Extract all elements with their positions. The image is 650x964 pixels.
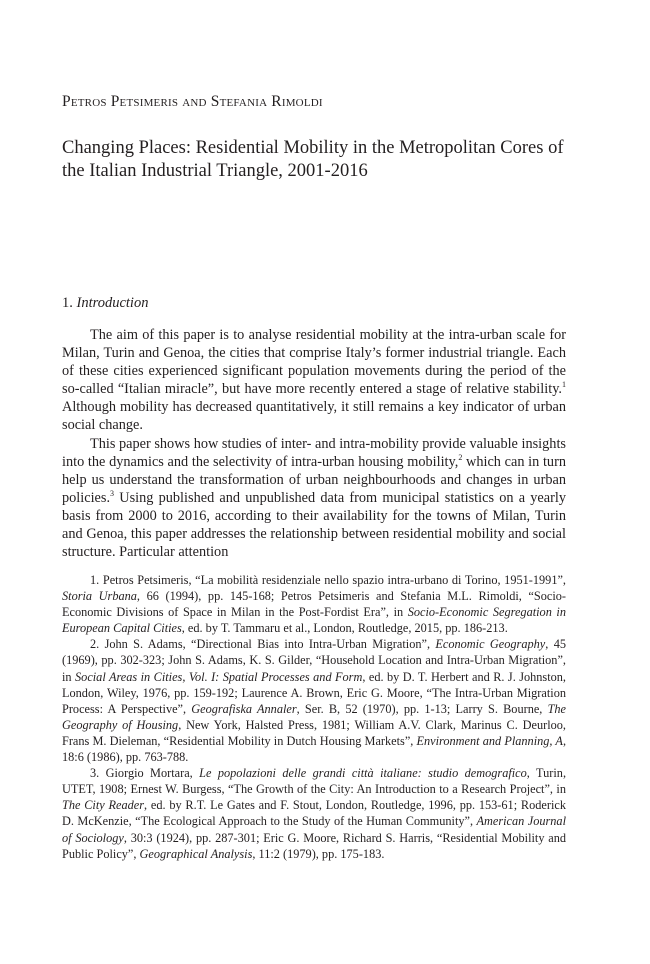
footnote-text: , ed. by R.T. Le Gates and F. Stout, London, Routledge, 1996, pp. 153-61; Roderick D. McKenzie, “The Ecological Approach to the Study of the Human Community”,	[62, 798, 566, 829]
footnote-ref-2[interactable]: 2	[458, 452, 463, 462]
footnote-text: , ed. by T. Tammaru et al., London, Routledge, 2015, pp. 186-213.	[181, 621, 508, 636]
footnote-italic: Le popolazioni delle grandi città italiane: studio demografico	[199, 766, 527, 781]
body-paragraph	[62, 435, 566, 562]
paper-title: Changing Places: Residential Mobility in the Metropolitan Cores of the Italian Industrial Triangle, 2001-2016	[62, 138, 564, 181]
footnote-text: , 11:2 (1979), pp. 175-183.	[252, 846, 385, 861]
footnote-italic: American Journal of Sociology	[62, 814, 566, 845]
paragraph-text: Using published and unpublished data from municipal statistics on a yearly basis from 2000 to 2016, according to their availability for the towns of Milan, Turin and Genoa, this paper addresses the relationship between residential mobility and social structure. Particular attention	[62, 489, 566, 561]
paragraph-text: which can in turn help us understand the transformation of urban neighbourhoods and changes in urban policies.	[62, 453, 566, 506]
footnote-text: , Ser. B, 52 (1970), pp. 1-13; Larry S. Bourne,	[296, 701, 548, 716]
footnote-italic: The Geography of Housing	[62, 701, 567, 732]
footnote-text: , 30:3 (1924), pp. 287-301; Eric G. Moore, Richard S. Harris, “Residential Mobility and Public Policy”,	[62, 830, 566, 861]
paragraph-text: Although mobility has decreased quantitatively, it still remains a key indicator of urban social change.	[62, 399, 566, 434]
footnote-1	[62, 572, 566, 636]
footnote-text: 2. John S. Adams, “Directional Bias into Intra-Urban Migration”,	[90, 637, 436, 652]
body-paragraph	[62, 326, 566, 435]
footnote-3	[62, 765, 566, 862]
footnote-italic: Socio-Economic Segregation in European Capital Cities	[62, 605, 566, 636]
footnote-ref-1[interactable]: 1	[562, 380, 566, 390]
footnotes	[62, 572, 566, 862]
paragraph-text: This paper shows how studies of inter- and intra-mobility provide valuable insights into the dynamics and the selectivity of intra-urban housing mobility,	[62, 435, 566, 470]
footnote-text: 3. Giorgio Mortara,	[90, 766, 200, 781]
footnote-italic: Geografiska Annaler	[191, 701, 297, 716]
footnote-text: , New York, Halsted Press, 1981; William A.V. Clark, Marinus C. Deurloo, Frans M. Dieleman, “Residential Mobility in Dutch Housing Markets”,	[62, 717, 566, 748]
footnote-text: , 18:6 (1986), pp. 763-788.	[62, 733, 567, 765]
footnote-text: , 45 (1969), pp. 302-323; John S. Adams, K. S. Gilder, “Household Location and Intra-Urban Migration”, in	[62, 637, 566, 684]
section-title: Introduction	[76, 295, 149, 311]
footnote-italic: The City Reader	[62, 798, 145, 813]
footnote-italic: Economic Geography	[435, 637, 546, 652]
footnote-2	[62, 636, 566, 765]
footnote-italic: Geographical Analysis	[139, 846, 253, 861]
section-number: 1.	[62, 295, 77, 311]
footnote-text: 1. Petros Petsimeris, “La mobilità residenziale nello spazio intra-urbano di Torino, 1951-1991”,	[90, 573, 566, 587]
paragraph-text: The aim of this paper is to analyse residential mobility at the intra-urban scale for Milan, Turin and Genoa, the cities that comprise Italy’s former industrial triangle. Each of these cities experienced significant population movements during the period of the so-called “Italian miracle”, but have more recently entered a stage of relative stability.	[62, 327, 566, 398]
footnote-italic: Storia Urbana	[62, 589, 137, 604]
footnote-text: , 66 (1994), pp. 145-168; Petros Petsimeris and Stefania M.L. Rimoldi, “Socio-Economic Divisions of Space in Milan in the Post-Fordist Era”, in	[62, 589, 566, 620]
footnote-italic: Social Areas in Cities, Vol. I: Spatial Processes and Form	[75, 669, 363, 684]
author-names: Petros Petsimeris and Stefania Rimoldi	[62, 93, 323, 110]
footnote-text: , Turin, UTET, 1908; Ernest W. Burgess, “The Growth of the City: An Introduction to a Research Project”, in	[62, 766, 567, 797]
body-text	[62, 326, 566, 561]
footnote-text: , ed. by D. T. Herbert and R. J. Johnston, London, Wiley, 1976, pp. 159-192; Laurence A. Brown, Eric G. Moore, “The Intra-Urban Migration Process: A Perspective”,	[62, 669, 567, 716]
section-heading	[62, 295, 148, 312]
footnote-italic: Environment and Planning, A	[416, 733, 563, 748]
footnote-ref-3[interactable]: 3	[110, 489, 115, 499]
